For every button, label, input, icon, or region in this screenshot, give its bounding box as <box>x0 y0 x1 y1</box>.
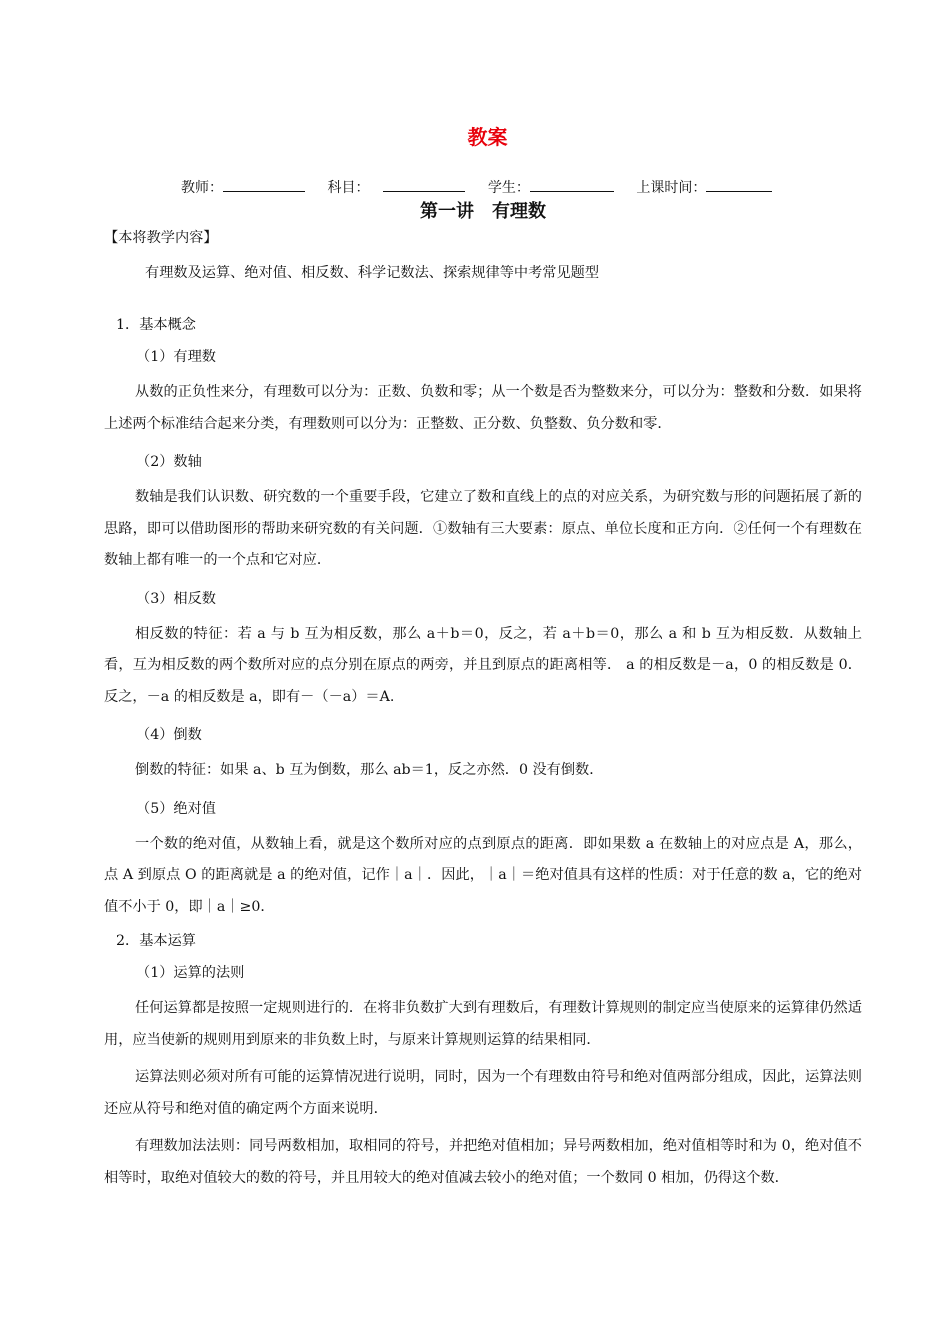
time-field <box>636 180 772 196</box>
lecture-topic: 有理数 <box>492 201 546 222</box>
subsection-heading-absolute-value: （5）绝对值 <box>136 800 216 817</box>
subject-label: 科目： <box>327 180 370 196</box>
paragraph-operation-rules-1: 任何运算都是按照一定规则进行的．在将非负数扩大到有理数后，有理数计算规则的制定应当使原来的运算律仍然适用，应当使新的规则用到原来的非负数上时，与原来计算规则运算的结果相同． <box>104 1000 862 1048</box>
paragraph-operation-rules-2: 运算法则必须对所有可能的运算情况进行说明，同时，因为一个有理数由符号和绝对值两部分组成，因此，运算法则还应从符号和绝对值的确定两个方面来说明． <box>104 1069 862 1117</box>
paragraph-addition-rule: 有理数加法法则：同号两数相加，取相同的符号，并把绝对值相加；异号两数相加，绝对值相等时和为 0，绝对值不相等时，取绝对值较大的数的符号，并且用较大的绝对值减去较小的绝对值；一个数同 0 相加，仍得这个数． <box>104 1138 862 1186</box>
lecture-title <box>0 198 950 226</box>
paragraph-absolute-value: 一个数的绝对值，从数轴上看，就是这个数所对应的点到原点的距离．即如果数 a 在数轴上的对应点是 A，那么，点 A 到原点 O 的距离就是 a 的绝对值，记作｜a｜．因此，｜a｜＝绝对值具有这样的性质：对于任意的数 a，它的绝对值不小于 0，即｜a｜≥0． <box>104 835 862 915</box>
content-heading: 【本将教学内容】 <box>104 230 218 246</box>
subject-field <box>327 180 469 196</box>
paragraph-rational-numbers: 从数的正负性来分，有理数可以分为：正数、负数和零；从一个数是否为整数来分，可以分为：整数和分数．如果将上述两个标准结合起来分类，有理数则可以分为：正整数、正分数、负整数、负分数和零． <box>104 384 862 432</box>
subsection-heading-rational-numbers: （1）有理数 <box>136 349 216 365</box>
subsection-heading-operation-rules: （1）运算的法则 <box>136 965 245 981</box>
teacher-label: 教师： <box>181 180 223 196</box>
student-blank-line <box>530 177 614 192</box>
student-field <box>488 180 618 196</box>
subsection-heading-number-line: （2）数轴 <box>136 454 202 470</box>
paragraph-reciprocal: 倒数的特征：如果 a、b 互为倒数，那么 ab＝1，反之亦然．0 没有倒数． <box>135 762 604 778</box>
content-overview: 有理数及运算、绝对值、相反数、科学记数法、探索规律等中考常见题型 <box>145 265 600 281</box>
info-row <box>181 177 821 198</box>
time-blank-line <box>706 177 772 192</box>
student-label: 学生： <box>487 180 530 196</box>
document-body <box>104 228 862 1194</box>
teacher-blank-line <box>223 177 305 192</box>
time-label: 上课时间： <box>636 180 707 196</box>
paragraph-number-line: 数轴是我们认识数、研究数的一个重要手段，它建立了数和直线上的点的对应关系，为研究数与形的问题拓展了新的思路，即可以借助图形的帮助来研究数的有关问题．①数轴有三大要素：原点、单位长度和正方向．②任何一个有理数在数轴上都有唯一的一个点和它对应． <box>104 489 862 568</box>
section-heading-basic-operations: 2．基本运算 <box>116 933 196 949</box>
subsection-heading-reciprocal: （4）倒数 <box>136 727 202 743</box>
teacher-field <box>181 180 309 196</box>
subsection-heading-opposite-numbers: （3）相反数 <box>136 590 216 607</box>
section-heading-basic-concepts: 1．基本概念 <box>116 317 196 333</box>
subject-blank-line <box>383 177 465 192</box>
lecture-number: 第一讲 <box>420 201 474 222</box>
document-title: 教案 <box>467 125 508 149</box>
paragraph-opposite-numbers: 相反数的特征：若 a 与 b 互为相反数，那么 a＋b＝0，反之，若 a＋b＝0，那么 a 和 b 互为相反数．从数轴上看，互为相反数的两个数所对应的点分别在原点的两旁，并且到原点的距离相等． a 的相反数是－a，0 的相反数是 0．反之，－a 的相反数是 a，即有－（－a）＝A. <box>104 625 862 705</box>
